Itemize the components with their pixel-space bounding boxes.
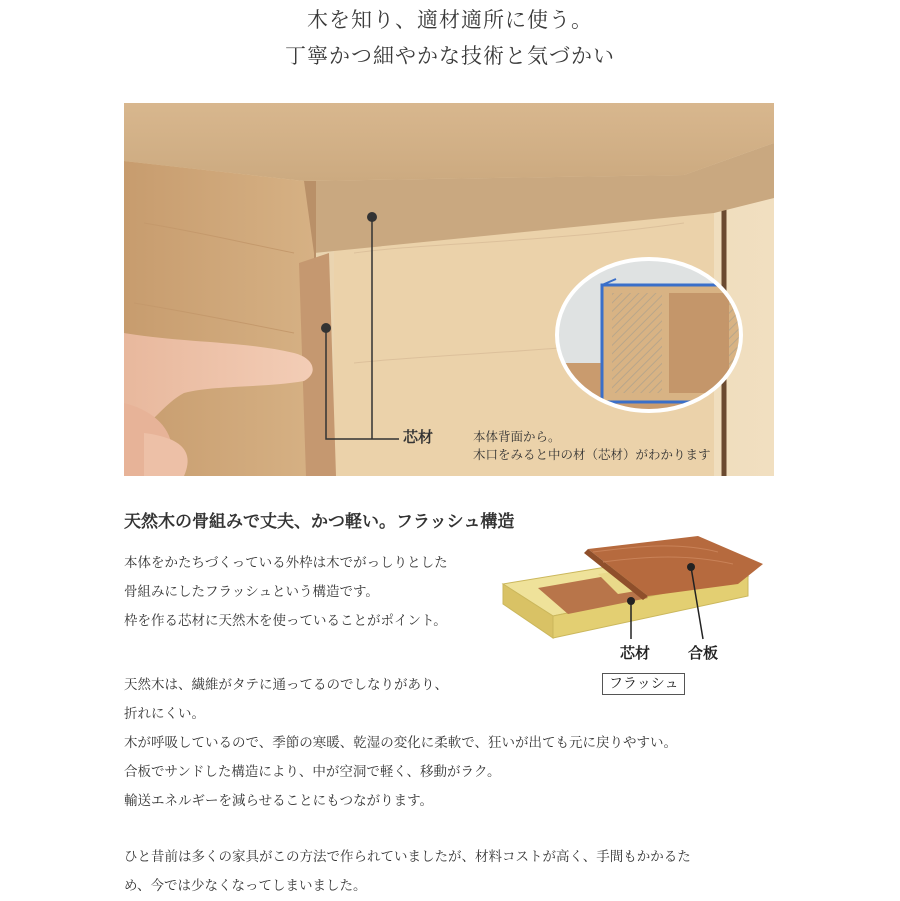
paragraph-line: 木が呼吸しているので、季節の寒暖、乾湿の変化に柔軟で、狂いが出ても元に戻りやすい。 [124,735,677,751]
hero-title-line1: 木を知り、適材適所に使う。 [307,8,593,32]
paragraph-line: 天然木は、繊維がタテに通ってるのでしなりがあり、 [124,677,448,693]
paragraph-1 [124,549,448,636]
product-photo [124,103,774,476]
paragraph-line: 枠を作る芯材に天然木を使っていることがポイント。 [124,613,447,629]
cabinet-corner-illustration [124,103,774,476]
paragraph-line: 輸送エネルギーを減らせることにもつながります。 [124,793,434,809]
photo-core-label: 芯材 [403,428,434,446]
paragraph-3 [124,843,691,901]
paragraph-line: め、今では少なくなってしまいました。 [124,878,367,894]
diagram-flush-tag: フラッシュ [602,673,685,695]
section-heading: 天然木の骨組みで丈夫、かつ軽い。フラッシュ構造 [124,512,515,532]
diagram-plywood-label: 合板 [688,644,719,662]
hero-title [0,2,900,74]
photo-caption-line1: 本体背面から。 [473,429,561,444]
diagram-core-label: 芯材 [620,644,651,662]
photo-caption-line2: 木口をみると中の材（芯材）がわかります [473,447,711,462]
paragraph-line: 折れにくい。 [124,706,205,722]
paragraph-line: 本体をかたちづくっている外枠は木でがっしりとした [124,555,448,571]
hero-title-line2: 丁寧かつ細やかな技術と気づかい [285,44,615,68]
paragraph-line: 骨組みにしたフラッシュという構造です。 [124,584,379,600]
paragraph-line: ひと昔前は多くの家具がこの方法で作られていましたが、材料コストが高く、手間もかかるた [124,849,691,865]
paragraph-line: 合板でサンドした構造により、中が空洞で軽く、移動がラク。 [124,764,501,780]
photo-caption [473,428,711,464]
